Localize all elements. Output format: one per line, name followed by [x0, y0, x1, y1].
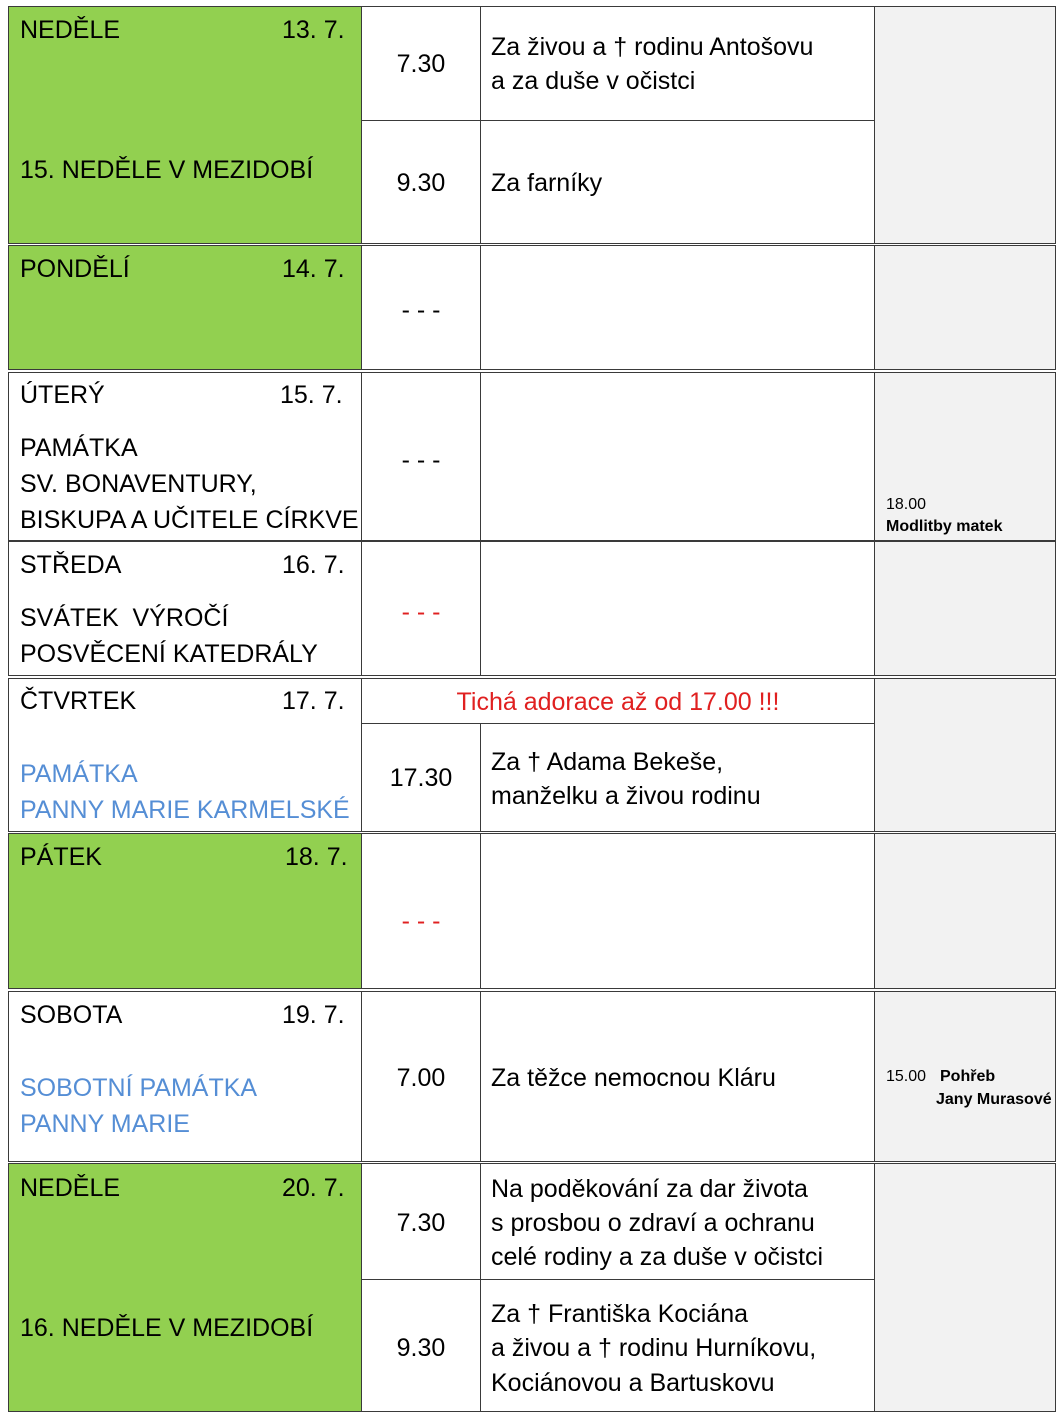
feast-title: PAMÁTKA — [20, 434, 138, 462]
mass-intention: a živou a † rodinu Hurníkovu, — [491, 1334, 817, 1362]
notes-cell — [874, 833, 1056, 989]
feast-title: PAMÁTKA — [20, 760, 138, 788]
mass-intention: celé rodiny a za duše v očistci — [491, 1243, 824, 1271]
day-name: NEDĚLE — [20, 1174, 121, 1202]
feast-title: PANNY MARIE — [20, 1110, 190, 1138]
day-date: 18. 7. — [285, 843, 348, 871]
day-date: 15. 7. — [280, 381, 343, 409]
mass-time: 7.30 — [396, 1209, 446, 1237]
intent-cell — [480, 833, 875, 989]
day-name: SOBOTA — [20, 1001, 123, 1029]
intent-cell — [480, 245, 875, 370]
mass-intention: manželku a živou rodinu — [491, 782, 761, 810]
notes-cell — [874, 678, 1056, 832]
mass-intention: Za těžce nemocnou Kláru — [491, 1064, 776, 1092]
note-text: Jany Murasové — [936, 1091, 1052, 1108]
mass-intention: Za farníky — [491, 169, 603, 197]
adoration-banner: Tichá adorace až od 17.00 !!! — [456, 688, 780, 716]
mass-time: 7.30 — [396, 50, 446, 78]
day-date: 14. 7. — [282, 255, 345, 283]
feast-title: POSVĚCENÍ KATEDRÁLY — [20, 640, 318, 668]
notes-cell — [874, 1163, 1056, 1412]
feast-title: SVÁTEK VÝROČÍ — [20, 604, 229, 632]
day-date: 13. 7. — [282, 16, 345, 44]
mass-time: 9.30 — [396, 1334, 446, 1362]
day-date: 19. 7. — [282, 1001, 345, 1029]
note-text: Modlitby matek — [886, 518, 1003, 535]
mass-time: - - - — [401, 446, 441, 474]
feast-title: SOBOTNÍ PAMÁTKA — [20, 1074, 258, 1102]
day-name: STŘEDA — [20, 551, 122, 579]
mass-time: 17.30 — [389, 764, 453, 792]
day-date: 17. 7. — [282, 687, 345, 715]
day-date: 16. 7. — [282, 551, 345, 579]
mass-intention: s prosbou o zdraví a ochranu — [491, 1209, 815, 1237]
mass-intention: Za † Adama Bekeše, — [491, 748, 724, 776]
mass-time: 7.00 — [396, 1064, 446, 1092]
intent-cell — [480, 372, 875, 541]
day-name: PÁTEK — [20, 843, 102, 871]
note-time: 15.00 — [886, 1068, 927, 1085]
notes-cell — [874, 6, 1056, 244]
note-time: 18.00 — [886, 496, 927, 513]
notes-cell — [874, 245, 1056, 370]
intent-cell — [480, 541, 875, 676]
note-text: Pohřeb — [940, 1068, 996, 1085]
feast-title: BISKUPA A UČITELE CÍRKVE — [20, 506, 359, 534]
mass-time: - - - — [401, 907, 441, 935]
feast-title: PANNY MARIE KARMELSKÉ — [20, 796, 350, 824]
mass-intention: Na poděkování za dar života — [491, 1175, 808, 1203]
mass-intention: Za † Františka Kociána — [491, 1300, 749, 1328]
mass-intention: Kociánovou a Bartuskovu — [491, 1369, 775, 1397]
mass-time: - - - — [401, 598, 441, 626]
mass-time: 9.30 — [396, 169, 446, 197]
mass-intention: Za živou a † rodinu Antošovu — [491, 33, 814, 61]
mass-intention: a za duše v očistci — [491, 67, 696, 95]
day-name: NEDĚLE — [20, 16, 121, 44]
feast-title: 15. NEDĚLE V MEZIDOBÍ — [20, 156, 314, 184]
mass-time: - - - — [401, 296, 441, 324]
day-date: 20. 7. — [282, 1174, 345, 1202]
feast-title: 16. NEDĚLE V MEZIDOBÍ — [20, 1314, 314, 1342]
notes-cell — [874, 541, 1056, 676]
day-name: ÚTERÝ — [20, 381, 105, 409]
day-name: ČTVRTEK — [20, 687, 137, 715]
feast-title: SV. BONAVENTURY, — [20, 470, 257, 498]
day-name: PONDĚLÍ — [20, 255, 130, 283]
